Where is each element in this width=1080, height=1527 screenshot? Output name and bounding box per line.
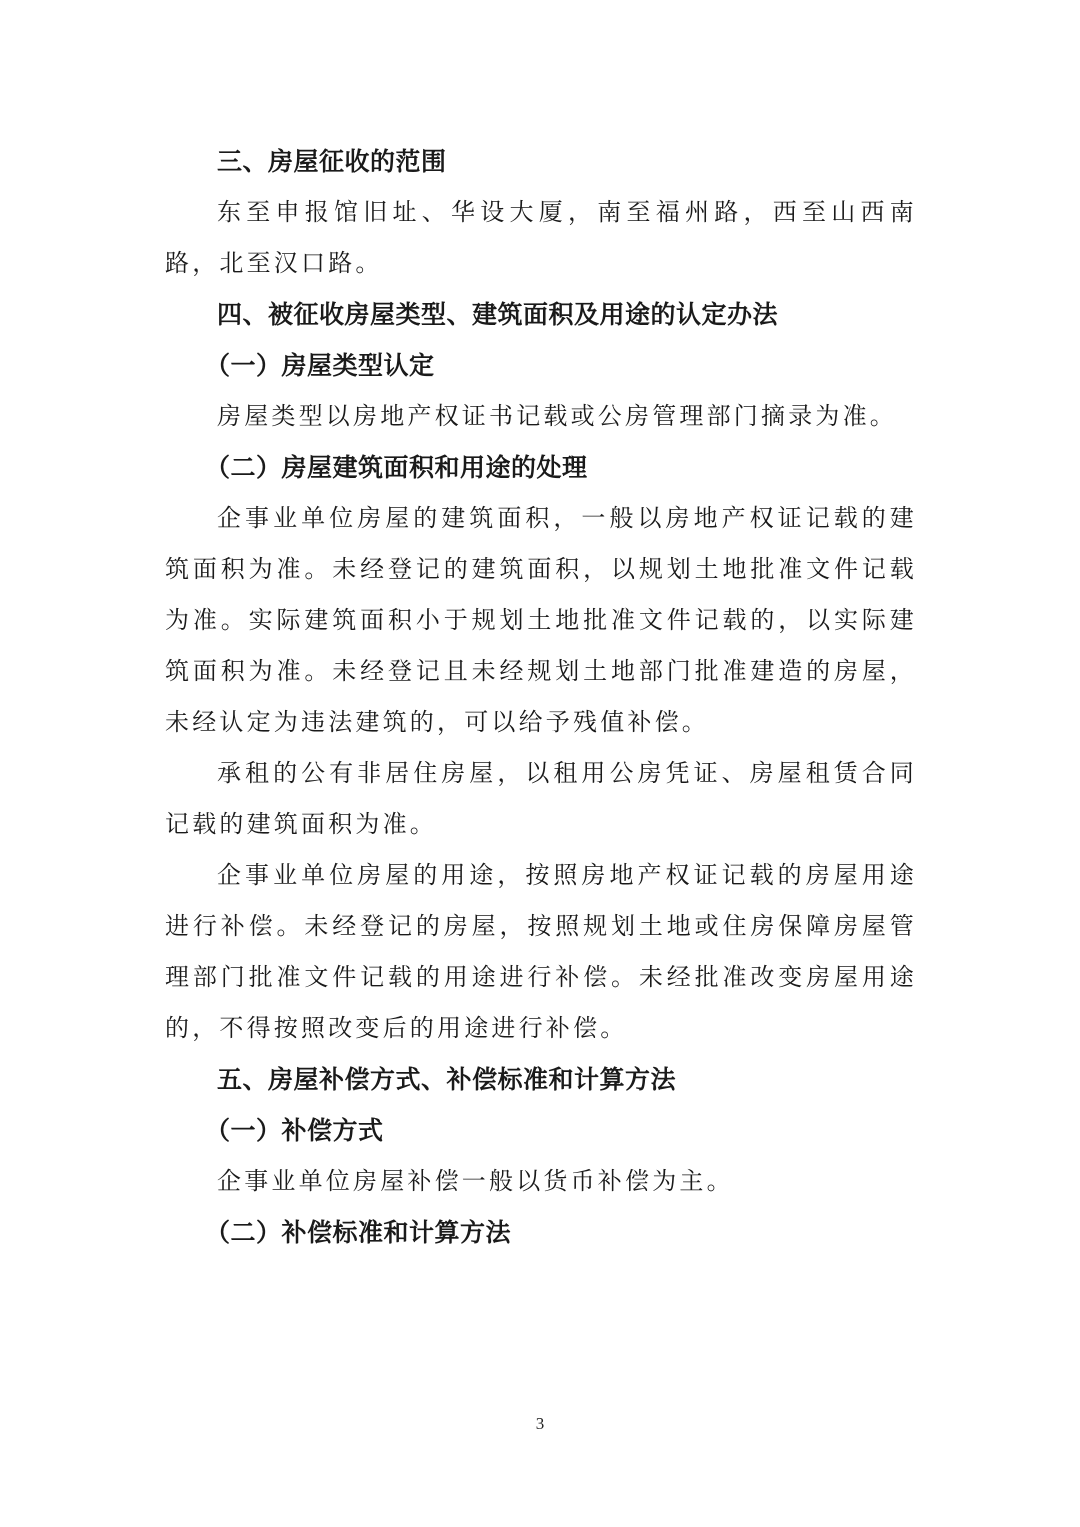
document-body xyxy=(165,136,917,1258)
section-4-1-heading: （一）房屋类型认定 xyxy=(205,351,435,380)
section-5-heading: 五、房屋补偿方式、补偿标准和计算方法 xyxy=(217,1065,677,1094)
section-3-heading: 三、房屋征收的范围 xyxy=(217,147,447,176)
section-4-heading: 四、被征收房屋类型、建筑面积及用途的认定办法 xyxy=(217,300,779,329)
section-3-text: 东至申报馆旧址、华设大厦，南至福州路，西至山西南路，北至汉口路。 xyxy=(165,198,917,277)
section-4-1-text: 房屋类型以房地产权证书记载或公房管理部门摘录为准。 xyxy=(217,402,897,430)
section-5-2-heading: （二）补偿标准和计算方法 xyxy=(205,1218,512,1247)
section-4-2-heading: （二）房屋建筑面积和用途的处理 xyxy=(205,453,588,482)
section-4-2-paragraph-2: 承租的公有非居住房屋，以租用公房凭证、房屋租赁合同记载的建筑面积为准。 xyxy=(165,759,917,838)
section-5-1-heading: （一）补偿方式 xyxy=(205,1116,384,1145)
section-5-1-text: 企事业单位房屋补偿一般以货币补偿为主。 xyxy=(217,1167,734,1195)
page-number: 3 xyxy=(535,1414,545,1433)
section-4-2-paragraph-3: 企事业单位房屋的用途，按照房地产权证记载的房屋用途进行补偿。未经登记的房屋，按照规划土地或住房保障房屋管理部门批准文件记载的用途进行补偿。未经批准改变房屋用途的，不得按照改变后的用途进行补偿。 xyxy=(165,861,917,1042)
section-4-2-paragraph-1: 企事业单位房屋的建筑面积，一般以房地产权证记载的建筑面积为准。未经登记的建筑面积，以规划土地批准文件记载为准。实际建筑面积小于规划土地批准文件记载的，以实际建筑面积为准。未经登记且未经规划土地部门批准建造的房屋，未经认定为违法建筑的，可以给予残值补偿。 xyxy=(165,504,917,736)
